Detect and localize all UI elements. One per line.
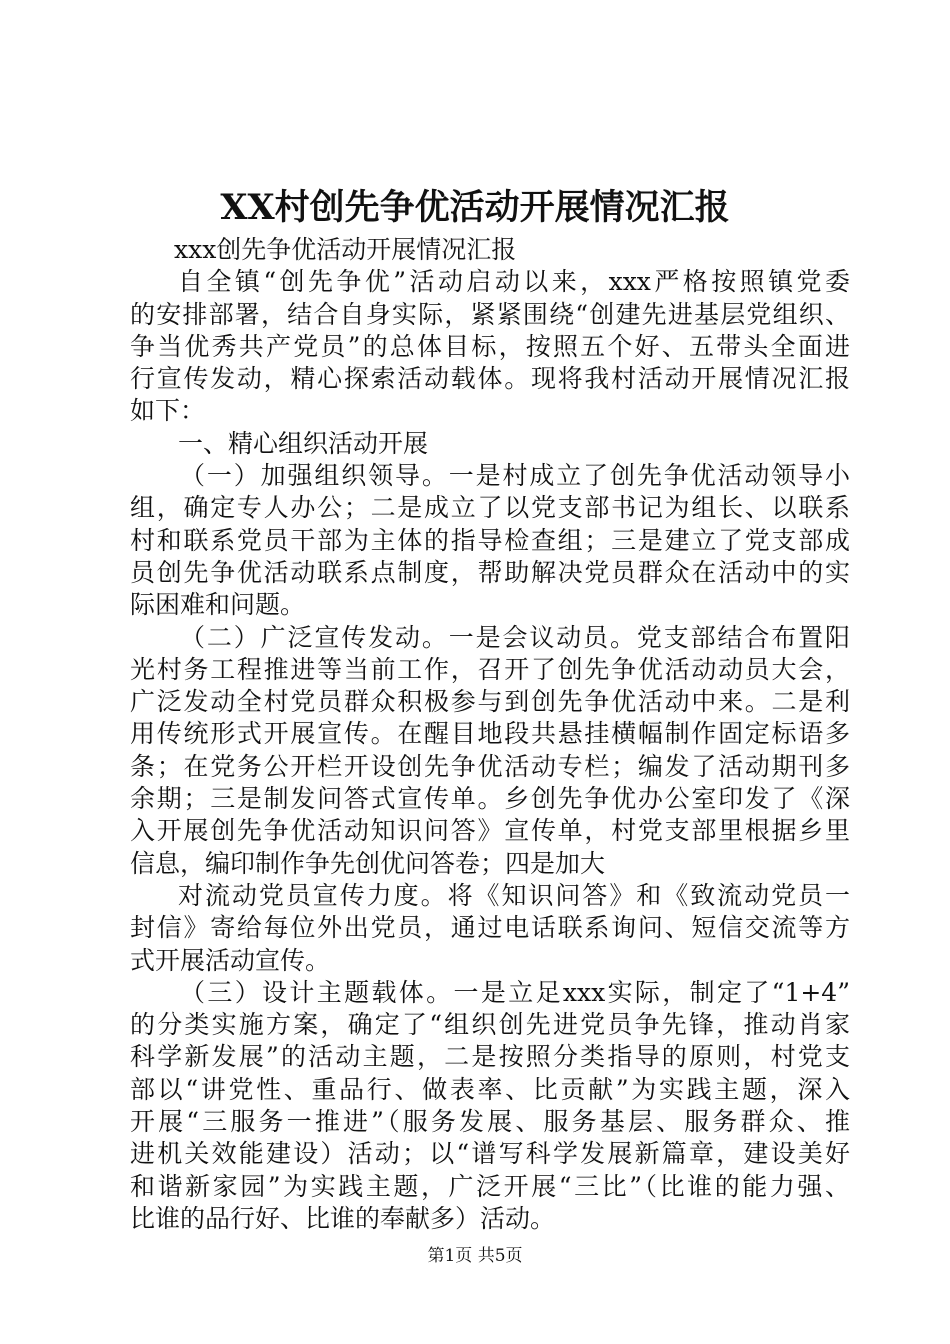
text-line: 行宣传发动，精心探索活动载体。现将我村活动开展情况汇报 xyxy=(130,364,850,394)
text-line: 的安排部署，结合自身实际，紧紧围绕“创建先进基层党组织、 xyxy=(130,299,850,329)
text-line: 的分类实施方案，确定了“组织创先进党员争先锋，推动肖家 xyxy=(130,1010,850,1040)
text-line: 余期；三是制发问答式宣传单。乡创先争优办公室印发了《深 xyxy=(130,784,850,814)
text-line: 争当优秀共产党员”的总体目标，按照五个好、五带头全面进 xyxy=(130,331,850,361)
text-line: 科学新发展”的活动主题，二是按照分类指导的原则，村党支 xyxy=(130,1042,850,1072)
text-line: 信息，编印制作争先创优问答卷；四是加大 xyxy=(130,848,606,878)
document-body xyxy=(130,234,850,1235)
text-line: 一、精心组织活动开展 xyxy=(178,428,429,458)
text-line: 用传统形式开展宣传。在醒目地段共悬挂横幅制作固定标语多 xyxy=(130,719,850,749)
text-line: 条；在党务公开栏开设创先争优活动专栏；编发了活动期刊多 xyxy=(130,751,850,781)
text-line: （二）广泛宣传发动。一是会议动员。党支部结合布置阳 xyxy=(180,622,850,652)
text-line: 村和联系党员干部为主体的指导检查组；三是建立了党支部成 xyxy=(130,525,850,555)
text-line: （一）加强组织领导。一是村成立了创先争优活动领导小 xyxy=(180,461,850,491)
text-line: 对流动党员宣传力度。将《知识问答》和《致流动党员一 xyxy=(178,880,850,910)
text-line: 进机关效能建设）活动；以“谱写科学发展新篇章，建设美好 xyxy=(130,1139,850,1169)
text-line: 比谁的品行好、比谁的奉献多）活动。 xyxy=(130,1203,556,1233)
text-line: 开展“三服务一推进”（服务发展、服务基层、服务群众、推 xyxy=(130,1107,850,1137)
text-line: 入开展创先争优活动知识问答》宣传单，村党支部里根据乡里 xyxy=(130,816,850,846)
text-line: 和谐新家园”为实践主题，广泛开展“三比”（比谁的能力强、 xyxy=(130,1171,850,1201)
text-line: 如下： xyxy=(130,396,206,426)
text-line: （三）设计主题载体。一是立足xxx实际，制定了“1+4” xyxy=(180,977,850,1007)
page-footer: 第1页 共5页 xyxy=(427,1246,523,1266)
text-line: 组，确定专人办公；二是成立了以党支部书记为组长、以联系 xyxy=(130,493,850,523)
text-line: 自全镇“创先争优”活动启动以来，xxx严格按照镇党委 xyxy=(178,267,850,297)
text-line: 员创先争优活动联系点制度，帮助解决党员群众在活动中的实 xyxy=(130,557,850,587)
text-line: 光村务工程推进等当前工作，召开了创先争优活动动员大会， xyxy=(130,654,850,684)
text-line: 封信》寄给每位外出党员，通过电话联系询问、短信交流等方 xyxy=(130,913,850,943)
document-title: XX村创先争优活动开展情况汇报 xyxy=(220,187,730,228)
text-line: 式开展活动宣传。 xyxy=(130,945,331,975)
text-line: 部以“讲党性、重品行、做表率、比贡献”为实践主题，深入 xyxy=(130,1074,850,1104)
text-line: 广泛发动全村党员群众积极参与到创先争优活动中来。二是利 xyxy=(130,687,850,717)
text-line: xxx创先争优活动开展情况汇报 xyxy=(174,235,517,264)
text-line: 际困难和问题。 xyxy=(130,590,306,620)
